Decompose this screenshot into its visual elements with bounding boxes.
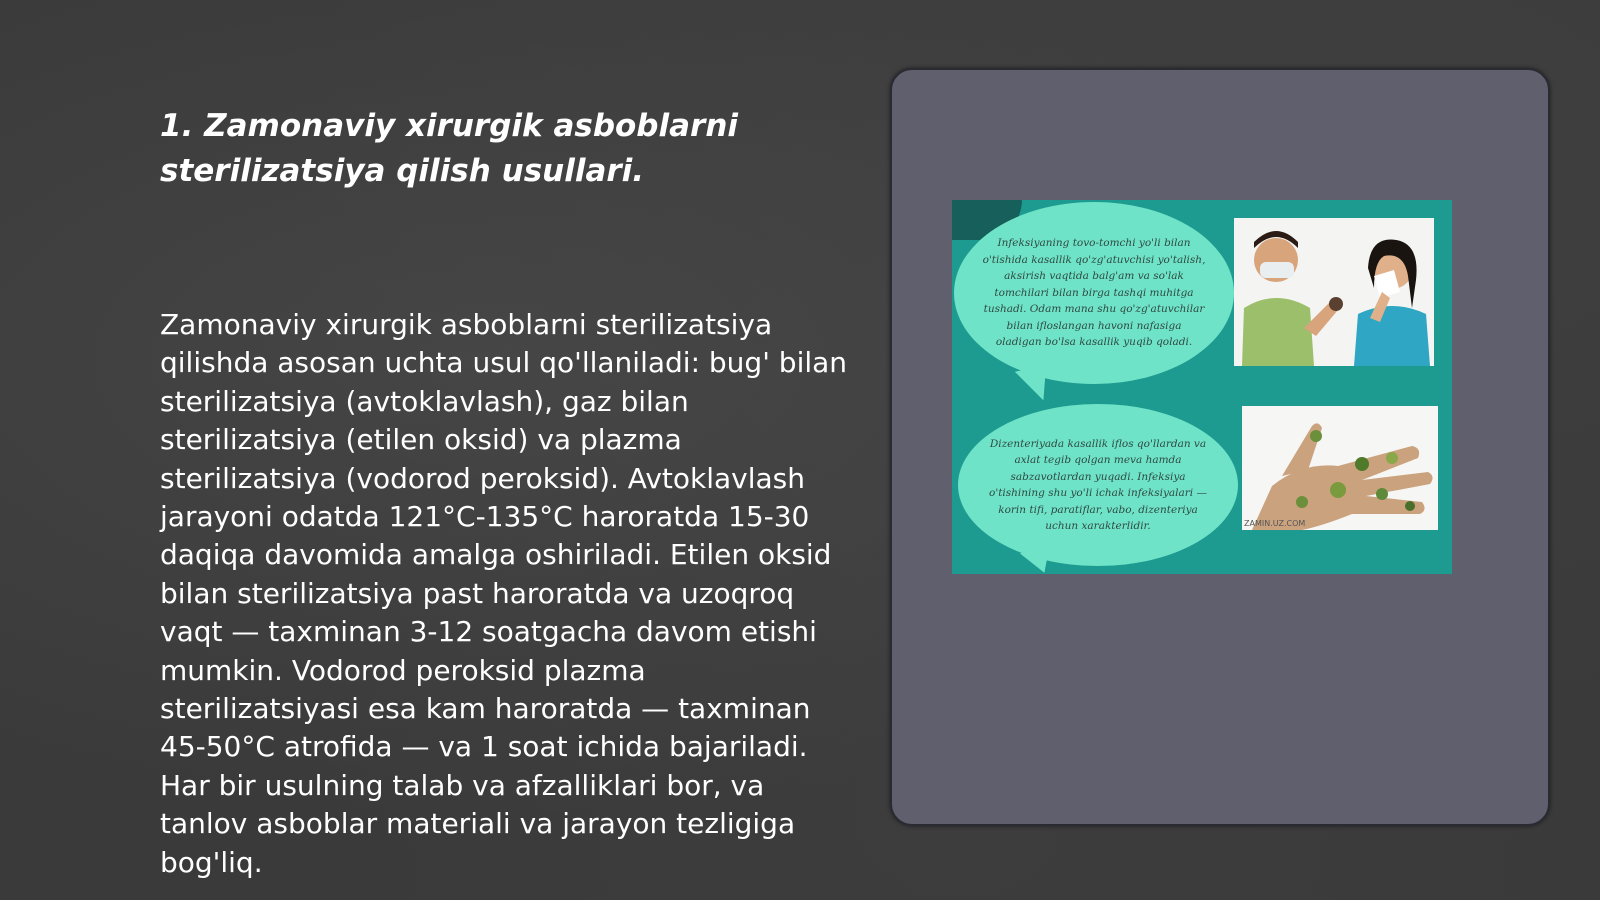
speech-bubble-tail-top	[1015, 365, 1053, 405]
slide-title: 1. Zamonaviy xirurgik asboblarni sterilizatsiya qilish usullari.	[160, 108, 739, 189]
germs-hand-illustration-icon	[1242, 406, 1438, 530]
slide-body-text: Zamonaviy xirurgik asboblarni sterilizatsiya qilishda asosan uchta usul qo'llaniladi: bug' bilan sterilizatsiya (avtoklavlash), gaz bilan sterilizatsiya (etilen oksid) va plazma sterilizatsiya (vodorod peroksid). Avtoklavlash jarayoni odatda 121°C-135°C haroratda 15-30 daqiqa davomida amalga oshiriladi. Etilen oksid bilan sterilizatsiya past haroratda va uzoqroq vaqt — taxminan 3-12 soatgacha davom etishi mumkin. Vodorod peroksid plazma sterilizatsiyasi esa kam haroratda — taxminan 45-50°C atrofida — va 1 soat ichida bajariladi. Har bir usulning talab va afzalliklari bor, va tanlov asboblar materiali va jarayon tezligiga bog'liq.	[160, 308, 848, 879]
speech-bubble-top	[954, 202, 1234, 384]
speech-bubble-top-text: Infeksiyaning tovo-tomchi yo'li bilan o'tishida kasallik qo'zg'atuvchisi yo'talish, aksirish vaqtida balg'am va so'lak tomchilari bilan birga tashqi muhitga tushadi. Odam mana shu qo'zg'atuvchilar bilan ifloslangan havoni nafasiga oladigan bo'lsa kasallik yuqib qoladi.	[982, 237, 1206, 349]
dirty-hand-photo	[1242, 406, 1438, 530]
health-poster-image	[952, 200, 1452, 574]
coughing-people-illustration-icon	[1234, 218, 1434, 366]
speech-bubble-bottom-text: Dizenteriyada kasallik iflos qo'llardan va axlat tegib qolgan meva hamda sabzavotlardan yuqadi. Infeksiya o'tishining shu yo'li ichak infeksiyalari — korin tifi, paratiflar, vabo, dizenteriya uchun xarakterlidir.	[989, 437, 1207, 532]
speech-bubble-bottom	[958, 404, 1238, 566]
speech-bubble-tail-bottom	[1020, 547, 1054, 574]
poster-watermark: ZAMIN.UZ.COM	[1244, 519, 1306, 528]
coughing-people-photo	[1234, 218, 1434, 366]
image-frame	[890, 68, 1550, 826]
